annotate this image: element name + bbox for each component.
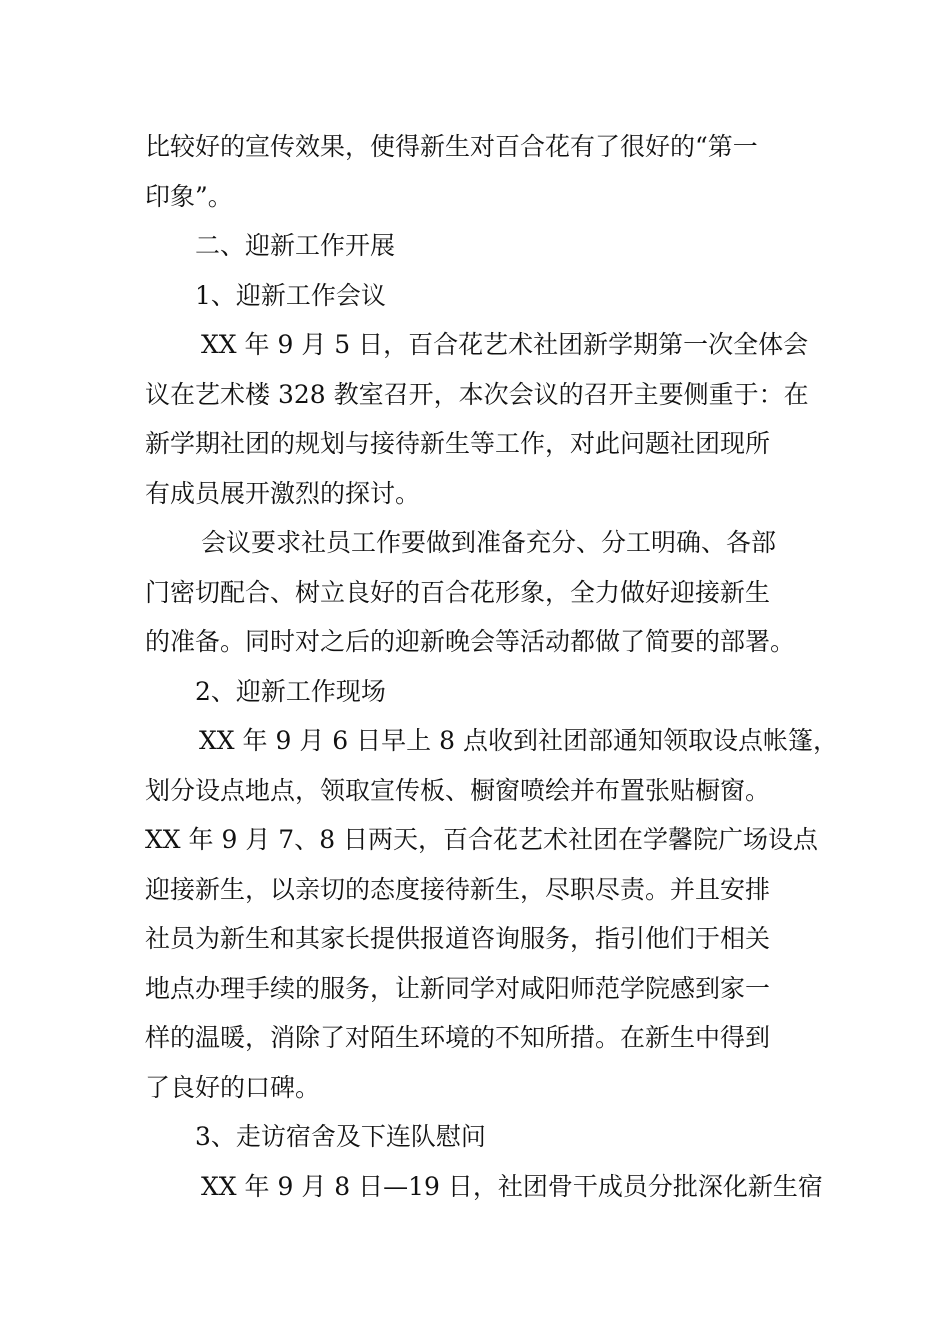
paragraph-line: 迎接新生，以亲切的态度接待新生，尽职尽责。并且安排 (145, 874, 771, 904)
paragraph-line: 议在艺术楼 328 教室召开，本次会议的召开主要侧重于：在 (145, 379, 809, 409)
document-body (145, 122, 838, 1211)
paragraph-line: 印象”。 (145, 181, 233, 211)
paragraph-line: XX 年 9 月 6 日早上 8 点收到社团部通知领取设点帐篷， (199, 726, 838, 755)
paragraph-line: 门密切配合、树立良好的百合花形象，全力做好迎接新生 (145, 577, 771, 607)
paragraph-line: 会议要求社员工作要做到准备充分、分工明确、各部 (201, 528, 777, 557)
paragraph-line: 了良好的口碑。 (145, 1072, 321, 1102)
paragraph-line: XX 年 9 月 7、8 日两天，百合花艺术社团在学馨院广场设点 (145, 825, 819, 854)
paragraph-line: 新学期社团的规划与接待新生等工作，对此问题社团现所 (145, 429, 771, 458)
subsection-heading: 2、迎新工作现场 (195, 676, 386, 706)
subsection-heading: 3、走访宿舍及下连队慰问 (195, 1122, 486, 1151)
paragraph-line: 样的温暖，消除了对陌生环境的不知所措。在新生中得到 (145, 1023, 771, 1052)
paragraph-line: 比较好的宣传效果，使得新生对百合花有了很好的“第一 (145, 132, 758, 161)
section-heading: 二、迎新工作开展 (195, 231, 396, 260)
paragraph-line: XX 年 9 月 5 日，百合花艺术社团新学期第一次全体会 (201, 330, 809, 359)
paragraph-line: 有成员展开激烈的探讨。 (145, 478, 421, 508)
paragraph-line: XX 年 9 月 8 日—19 日，社团骨干成员分批深化新生宿 (201, 1171, 823, 1201)
paragraph-line: 划分设点地点，领取宣传板、橱窗喷绘并布置张贴橱窗。 (145, 775, 771, 805)
paragraph-line: 的准备。同时对之后的迎新晚会等活动都做了简要的部署。 (145, 627, 796, 656)
paragraph-line: 地点办理手续的服务，让新同学对咸阳师范学院感到家一 (145, 973, 771, 1003)
paragraph-line: 社员为新生和其家长提供报道咨询服务，指引他们于相关 (145, 924, 771, 953)
subsection-heading: 1、迎新工作会议 (195, 280, 386, 310)
